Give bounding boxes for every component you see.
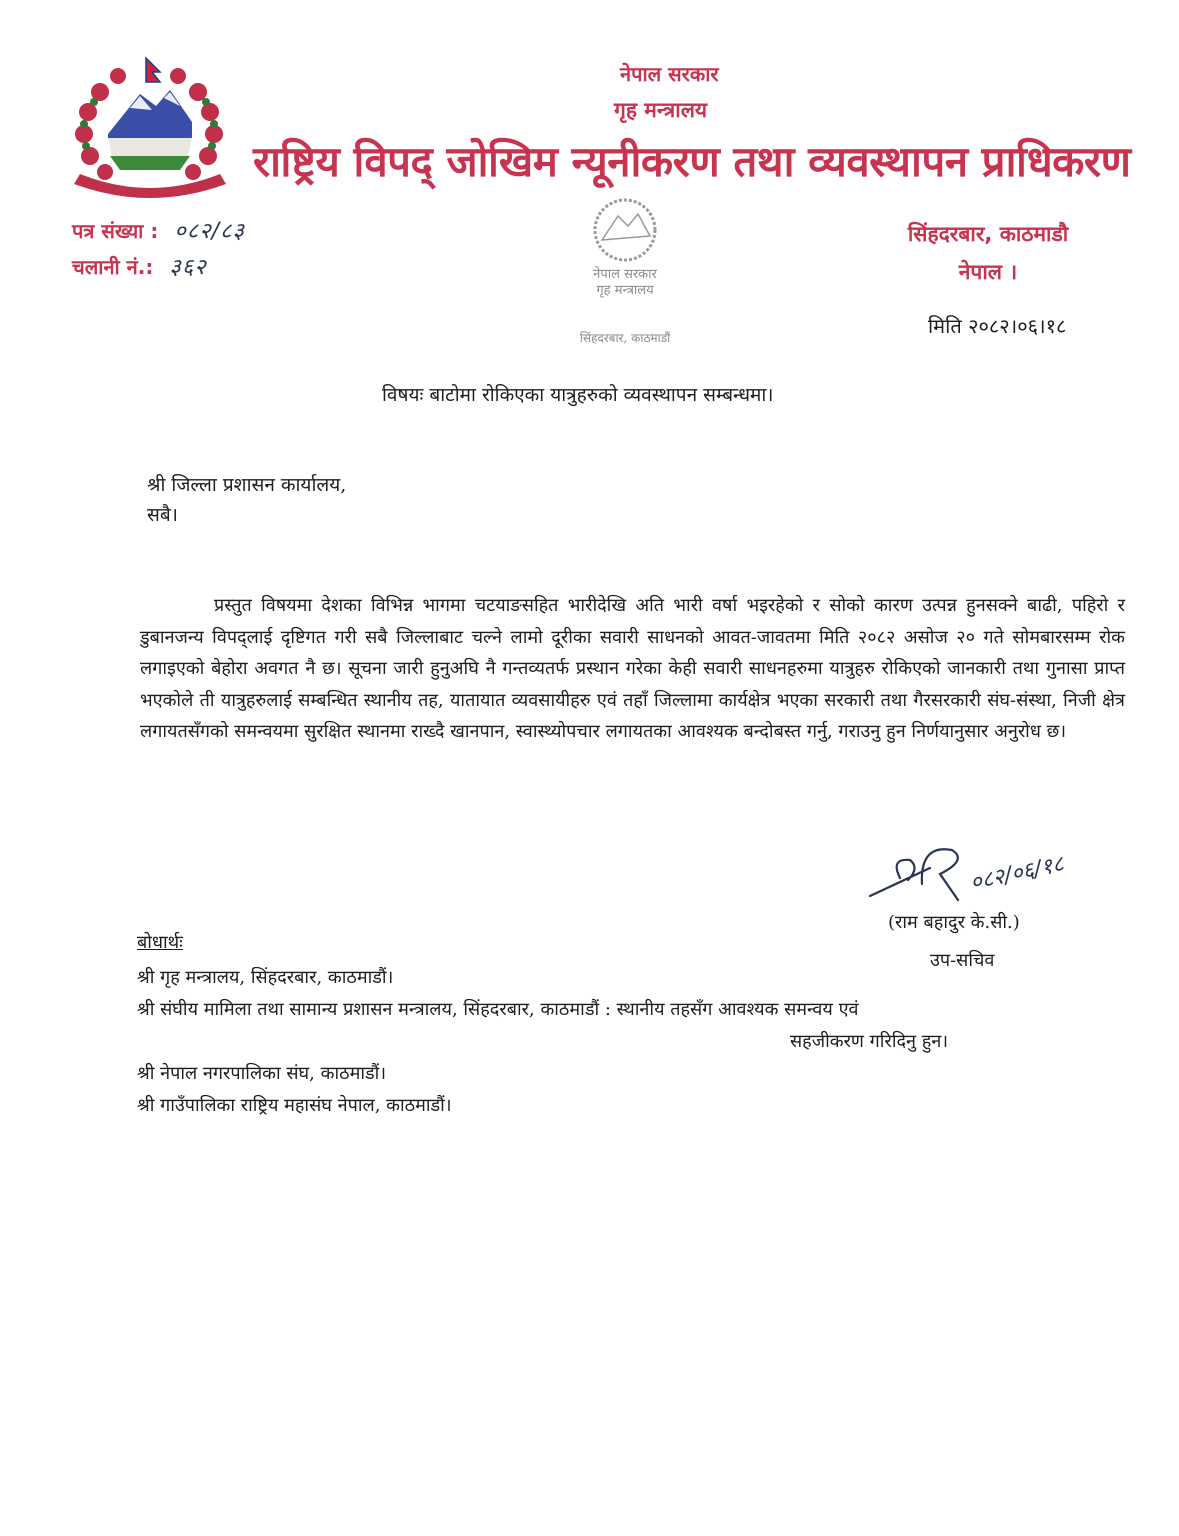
- cc-list: [137, 962, 1127, 1122]
- letter-subject: विषयः बाटोमा रोकिएका यात्रुहरुको व्यवस्थापन सम्बन्धमा।: [382, 384, 774, 406]
- office-address: [878, 220, 1098, 286]
- office-seal-stamp: [520, 192, 730, 352]
- cc-heading: बोधार्थः: [137, 932, 183, 953]
- reference-block: [72, 215, 245, 287]
- letter-date: मिति २०८२।०६।१८: [928, 314, 1067, 338]
- cc-item: श्री गृह मन्त्रालय, सिंहदरबार, काठमाडौं।: [137, 967, 394, 988]
- recipient-line2: सबै।: [147, 504, 178, 526]
- seal-line2: गृह मन्त्रालय: [596, 283, 654, 298]
- letter-number-row: [72, 215, 245, 251]
- address-line2: नेपाल ।: [958, 260, 1018, 284]
- signature-date: ०८२/०६/१८: [968, 851, 1067, 896]
- seal-mountain-icon: [602, 214, 650, 240]
- cc-item: श्री गाउँपालिका राष्ट्रिय महासंघ नेपाल, काठमाडौं।: [137, 1095, 452, 1116]
- seal-bottom-text: सिंहदरबार, काठमाडौं: [579, 331, 671, 345]
- dispatch-number-value: ३६२: [169, 255, 207, 280]
- ministry-name: गृह मन्त्रालय: [614, 98, 708, 122]
- cc-item: श्री नेपाल नगरपालिका संघ, काठमाडौं।: [137, 1063, 387, 1084]
- cc-item-note-continuation: सहजीकरण गरिदिनु हुन।: [790, 1031, 949, 1052]
- letter-number-label: पत्र संख्या :: [72, 219, 159, 243]
- government-name: नेपाल सरकार: [620, 62, 719, 86]
- nepal-emblem-logo: [60, 52, 240, 202]
- signatory-title: उप-सचिव: [930, 950, 995, 971]
- recipient-block: [147, 470, 346, 530]
- handwritten-signature: [860, 838, 1110, 908]
- seal-line1: नेपाल सरकार: [593, 267, 657, 282]
- recipient-line1: श्री जिल्ला प्रशासन कार्यालय,: [147, 474, 347, 496]
- letter-number-value: ०८२/८३: [174, 219, 245, 244]
- signatory-name: (राम बहादुर के.सी.): [888, 912, 1020, 933]
- flag-icon: [146, 58, 160, 82]
- address-line1: सिंहदरबार, काठमाडौ: [907, 222, 1069, 246]
- ribbon-icon: [74, 174, 226, 198]
- mountain-icon: [108, 90, 192, 138]
- letter-body: प्रस्तुत विषयमा देशका विभिन्न भागमा चटयाङसहित भारीदेखि अति भारी वर्षा भइरहेको र सोको कारण उत्पन्न हुनसक्ने बाढी, पहिरो र डुबानजन्य विपद्लाई दृष्टिगत गरी सबै जिल्लाबाट चल्ने लामो दूरीका सवारी साधनको आवत-जावतमा मिति २०८२ असोज २० गते सोमबारसम्म रोक लगाइएको बेहोरा अवगत नै छ। सूचना जारी हुनुअघि नै गन्तव्यतर्फ प्रस्थान गरेका केही सवारी साधनहरुमा यात्रुहरु रोकिएको जानकारी तथा गुनासा प्राप्त भएकोले ती यात्रुहरुलाई सम्बन्धित स्थानीय तह, यातायात व्यवसायीहरु एवं तहाँ जिल्लामा कार्यक्षेत्र भएका सरकारी तथा गैरसरकारी संघ-संस्था, निजी क्षेत्र लगायतसँगको समन्वयमा सुरक्षित स्थानमा राख्दै खानपान, स्वास्थ्योपचार लगायतका आवश्यक बन्दोबस्त गर्नु, गराउनु हुन निर्णयानुसार अनुरोध छ।: [140, 595, 1125, 742]
- cc-item-with-note: [137, 994, 1127, 1058]
- authority-name: राष्ट्रिय विपद् जोखिम न्यूनीकरण तथा व्यवस्थापन प्राधिकरण: [253, 137, 1131, 186]
- dispatch-number-label: चलानी नं.:: [72, 255, 154, 279]
- dispatch-number-row: [72, 251, 245, 287]
- cc-item: श्री संघीय मामिला तथा सामान्य प्रशासन मन्त्रालय, सिंहदरबार, काठमाडौं : स्थानीय तहसँग आवश्यक समन्वय एवं: [137, 999, 859, 1020]
